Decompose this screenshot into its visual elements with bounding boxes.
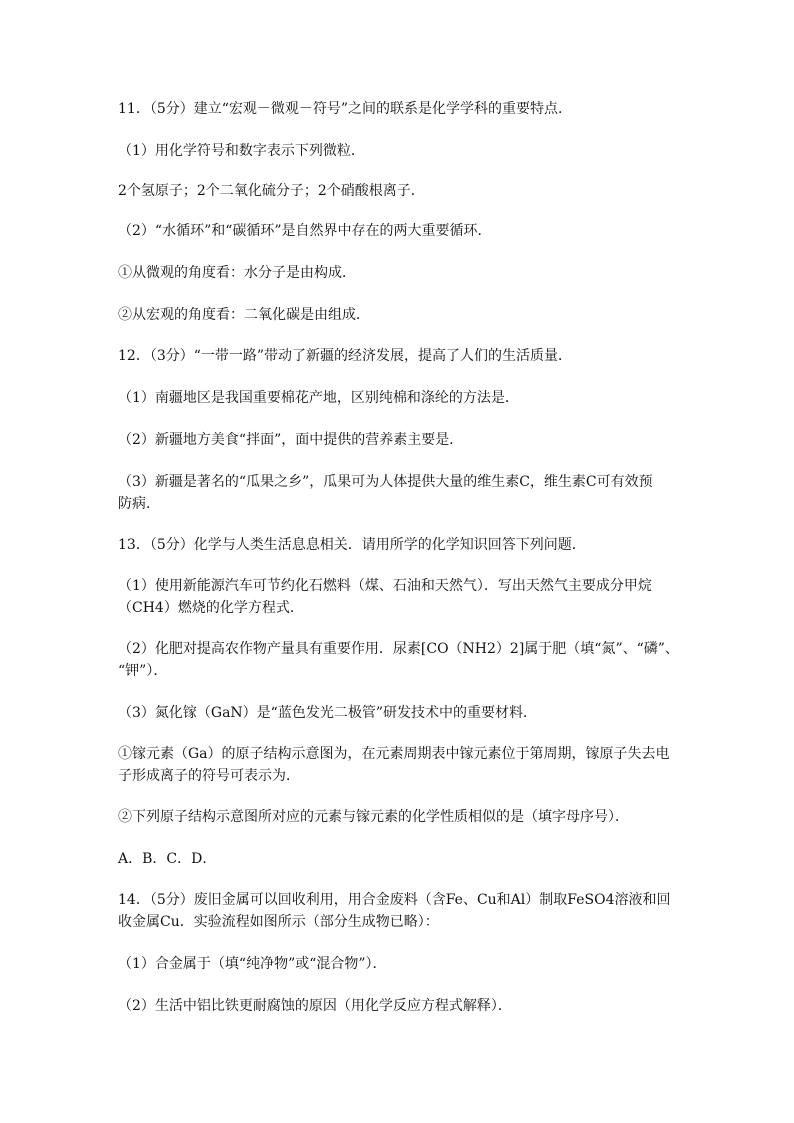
- q12-stem: 12．（3分）“一带一路”带动了新疆的经济发展，提高了人们的生活质量．: [118, 348, 573, 364]
- q12-part3-line2: 防病．: [118, 496, 160, 512]
- q13-part1-line1: （1）使用新能源汽车可节约化石燃料（煤、石油和天然气）．写出天然气主要成分甲烷: [118, 578, 652, 594]
- q13-part3: （3）氮化镓（GaN）是“蓝色发光二极管”研发技术中的重要材料．: [118, 705, 538, 721]
- q12-part3-line1: （3）新疆是著名的“瓜果之乡”，瓜果可为人体提供大量的维生素C，维生素C可有效预: [118, 474, 653, 490]
- q11-stem: 11．（5分）建立“宏观－微观－符号”之间的联系是化学学科的重要特点．: [118, 101, 573, 117]
- q14-stem-line1: 14．（5分）废旧金属可以回收利用，用合金废料（含Fe、Cu和Al）制取FeSO4溶液和回: [118, 892, 671, 908]
- q13-part3-sub1-line1: ①镓元素（Ga）的原子结构示意图为，在元素周期表中镓元素位于第周期，镓原子失去电: [118, 746, 670, 762]
- q11-part1: （1）用化学符号和数字表示下列微粒．: [118, 143, 365, 159]
- q13-part1-line2: （CH4）燃烧的化学方程式．: [118, 600, 304, 616]
- q11-part2-micro: ①从微观的角度看：水分子是由构成．: [118, 265, 356, 281]
- q14-part2: （2）生活中铝比铁更耐腐蚀的原因（用化学反应方程式解释）．: [118, 998, 512, 1014]
- q11-part1-items: 2个氢原子；2个二氧化硫分子；2个硝酸根离子．: [118, 183, 425, 199]
- q11-part2: （2）“水循环”和“碳循环”是自然界中存在的两大重要循环．: [118, 223, 492, 239]
- q13-stem: 13．（5分）化学与人类生活息息相关．请用所学的化学知识回答下列问题．: [118, 537, 586, 553]
- q13-part3-sub1-line2: 子形成离子的符号可表示为．: [118, 768, 300, 784]
- q12-part2: （2）新疆地方美食“拌面”，面中提供的营养素主要是．: [118, 432, 464, 448]
- q12-part1: （1）南疆地区是我国重要棉花产地，区别纯棉和涤纶的方法是．: [118, 390, 519, 406]
- q14-part1: （1）合金属于（填“纯净物”或“混合物”）．: [118, 956, 387, 972]
- q11-part2-macro: ②从宏观的角度看：二氧化碳是由组成．: [118, 307, 370, 323]
- q14-stem-line2: 收金属Cu．实验流程如图所示（部分生成物已略）：: [118, 914, 439, 930]
- q13-options: A．B．C．D．: [118, 851, 217, 867]
- q13-part2-line1: （2）化肥对提高农作物产量具有重要作用．尿素[CO（NH2）2]属于肥（填“氮”、“磷”、: [118, 641, 679, 657]
- q13-part2-line2: “钾”）．: [118, 663, 168, 679]
- q13-part3-sub2: ②下列原子结构示意图所对应的元素与镓元素的化学性质相似的是（填字母序号）．: [118, 809, 629, 825]
